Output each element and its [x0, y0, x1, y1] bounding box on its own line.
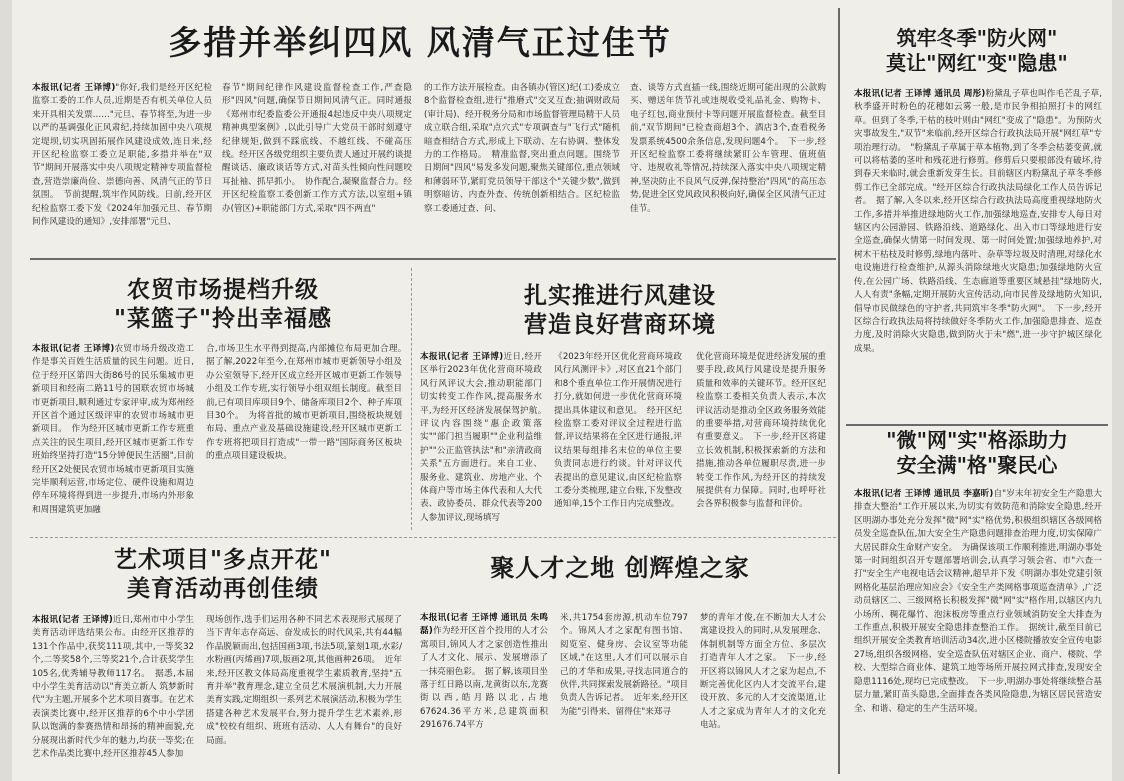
a7-title-2: 安全满"格"聚民心 [896, 453, 1058, 477]
a6-title-2: 莫让"网红"变"隐患" [886, 51, 1068, 75]
a2-col-1 [32, 343, 194, 533]
a3-col-3 [696, 351, 826, 533]
a7-byline: 本报讯(记者 王译博 通讯员 李嘉昕) [854, 489, 994, 499]
a1-col-4 [630, 82, 826, 246]
a2-title-1: 农贸市场提档升级 [127, 277, 319, 303]
a4-title-2: 美育活动再创佳绩 [127, 576, 319, 602]
a5-title: 聚人才之地 创辉煌之家 [490, 554, 750, 582]
a2-col-2 [206, 343, 411, 533]
a5-col-2 [560, 612, 688, 776]
a4-col-2 [206, 614, 402, 776]
page-edge-right [1112, 0, 1124, 781]
a5-text-3: 梦的青年才俊,在不断加大人才公寓建设投入的同时,从发展理念、体制机制等方面全方位、多层次打造青年人才之家。 下一步,经开区将以锦风人才之家为起点,不断完善优化区内人才交流平台,建设开放、多元的人才交流渠道,让人才之家成为青年人才的文化充电站。 [700, 613, 826, 731]
a3-text-2: 《2023年经开区优化营商环境政风行风测评卡》,对区直21个部门和8个垂直单位工作开展情况进行打分,就如何进一步优化营商环境提出具体建议和意见。 经开区纪检监察工委对评议全过程进行监督,评议结果将在全区进行通报,评议结果每组排名末位的单位主要负责同志进行约谈。针对评议代表提出的意见建议,由区纪检监察工委分类梳理,建立台账,下发整改通知单,15个工作日内完成整改。 [554, 352, 682, 510]
a1-text-3: 的工作方法开展检查。由各镇办(管区)纪(工)委成立8个监督检查组,进行"推磨式"交叉互查;抽调财政局(审计局)、经开税务分局和市场监督管理局精干人员成立联合组,采取"点穴式"专项调查与"飞行式"随机暗查相结合方式,形成上下联动、左右协调、整体发力的工作格局。 精准监督,突出重点问题。围绕节日期间"四风"易发多发问题,聚焦关键部位,重点领域和薄弱环节,紧盯党员领导干部这个"关键少数",做到明察暗访、内查外查、传统创新相结合。区纪检监察工委通过查、问、 [424, 83, 620, 214]
page-edge-left [0, 0, 12, 781]
a3-col-2 [554, 351, 682, 533]
a3-title-1: 扎实推进行风建设 [524, 283, 716, 309]
a5-byline: 本报讯(记者 王译博 通讯员 朱鸣磊) [420, 613, 548, 637]
divider-v-right [838, 8, 840, 774]
a1-byline: 本报讯(记者 王译博) [32, 83, 116, 93]
a4-byline: 本报讯(记者 王译博) [32, 615, 113, 625]
a4-col-1 [32, 614, 194, 776]
a4-text-2: 现场创作,选手们运用各种不同艺术表现形式展现了当下青年志存高远、奋发成长的时代风采,共有44幅作品脱颖而出,包括国画3项,书法5项,篆刻1项,水彩/水粉画(丙烯画)7项,版画2项,其他画种26项。 近年来,经开区教文体局高度重视学生素质教育,坚持"五育并举"教育理念,建立全员艺术展演机制,大力开展美育实践,定期组织一系列艺术展演活动,积极为学生搭建各种艺术发展平台,努力提升学生艺术素养,形成"校校有组织、班班有活动、人人有舞台"的良好局面。 [206, 615, 402, 746]
a2-text-1: 农贸市场升级改造工作是事关百姓生活质量的民生问题。近日,位于经开区第四大街86号的民乐集城市更新项目和经南二路11号的国联农贸市场城市更新项目,顺利通过专家评审,成为郑州经开区首个通过区级评审的农贸市场城市更新项目。 作为经开区城市更新工作专班重点关注的民生项目,经开区城市更新工作专班始终坚持打造"15分钟便民生活圈",目前经开区2处便民农贸市场城市更新项目实施完毕顺利运营,市场定位、硬件设施和周边停车环境将得到进一步提升,市场内外形象和周围建筑更加融 [32, 344, 194, 515]
a7-col [854, 488, 1102, 776]
a1-text-2: 春节"期间纪律作风建设监督检查工作,严查隐形"四风"问题,确保节日期间风清气正。同时通报《郑州市纪委监委公开通报4起违反中央八项规定精神典型案例》,以此引导广大党员干部时刻遵守纪律规矩,做到不踩底线、不越红线、不碰高压线。经开区各级党组织主要负责人通过开展约谈提醒谈话、廉政谈话等方式,对苗头性倾向性问题咬耳扯袖、抓早抓小。 协作配合,凝聚监督合力。经开区纪检监察工委创新工作方式方法,以室组+镇办(管区)+职能部门方式,采取"四不两直" [222, 83, 412, 214]
a2-title-2: "菜篮子"拎出幸福感 [114, 306, 332, 332]
a5-col-1 [420, 612, 548, 776]
a2-byline: 本报讯(记者 王译博) [32, 344, 115, 354]
divider-v-middle [411, 268, 412, 530]
a1-col-1 [32, 82, 212, 246]
a7-text: 自"岁末年初安全生产隐患大排查大整治"工作开展以来,为切实有效防范和消除安全隐患,经开区明湖办事处充分发挥"微"网"实"格优势,积极组织辖区各级网格员发全巡查队伍,加大安全生产隐患问题排查治理力度,切实保障广大居民群众生命财产安全。 为确保该项工作顺利推进,明湖办事处第一时间组织召开专题部署培训会,认真学习领会省、市"六查一打"安全生产电视电话会议精神,超早并下发《明湖办事处党建引领网格化基层治理应知应会》《安全生产类网格事项巡查清单》,广泛动员辖区二、三级网格长积极发挥"微"网"实"格作用,以辖区内九小场所、稠花爆竹、泡沫板房等重点行业领域消防安全大排查为工作重点,积极开展安全隐患排查整治工作。 据统计,截至目前已组织开展安全类教育培训活动34次,进小区楼院播放安全宣传电影27场,组织各级网格、安全巡查队伍对辖区企业、商户、楼院、学校、大型综合商业体、建筑工地等场所开展拉网式排查,发现安全隐患1116处,现均已完成整改。 下一步,明湖办事处将继续整合基层力量,紧盯苗头隐患,全面排查各类风险隐患,为辖区居民营造安全、和谐、稳定的生产生活环境。 [854, 489, 1102, 714]
a5-text-1: 作为经开区首个投用的人才公寓项目,锦风人才之家创造性推出了人才文化、展示、发展增添了一抹亮丽色彩。 据了解,该项目坐落于红日路以南,龙黄街以东,龙赛街以西,皓月路以北,占地67624.36平方米,总建筑面积291676.74平方 [420, 626, 548, 731]
a1-text-4: 查、谈等方式直插一线,围绕近期可能出现的公款购买、赠送年货节礼或违规收受礼品礼金、购物卡、电子红包,商业预付卡等问题开展监督检查。截至目前,"双节期间"已检查商超3个、酒店3个,查看税务发票系统4500余条信息,发现问题4个。 下一步,经开区纪检监察工委将继续紧盯公车管理、值班值守、违规收礼等情况,持续深入落实中央八项规定精神,坚决防止不良风气反弹,保持整治"四风"的高压态势,促进全区党风政风积极向好,确保全区风清气正过佳节。 [630, 83, 826, 214]
a3-text-1: 近日,经开区举行2023年优化营商环境政风行风评议大会,推动职能部门切实转变工作作风,提高服务水平,为经开区经济发展保驾护航。 评议内容围绕"惠企政策落实""部门担当履职""企业利益维护""公正监管执法"和"亲清政商关系"五方面进行。来自工业、服务业、建筑业、房地产业、个体商户等市场主体代表和人大代表、政协委员、群众代表等200人参加评议,现场填写 [420, 352, 551, 523]
a1-text-1: "你好,我们是经开区纪检监察工委的工作人员,近期是否有机关单位人员来开具相关发票……"元旦、春节将至,为进一步以严的基调强化正风肃纪,持续加固中央八项规定堤坝,切实巩固拓展作风建设成效,连日来,经开区纪检监察工委立足职能,多措并举在"双节"期间开展落实中央八项规定精神专项监督检查,营造崇廉尚俭、崇德向善、风清气正的节日氛围。 节前提醒,筑牢作风防线。日前,经开区纪检监察工委下发《2024年加强元旦、春节期间作风建设的通知》,安排部署"元旦、 [32, 83, 212, 228]
a3-text-3: 优化营商环境是促进经济发展的重要手段,政风行风建设是提升服务质量和效率的关键环节。经开区纪检监察工委相关负责人表示,本次评议活动是推动全区政务服务效能的重要举措,对营商环境持续优化有重要意义。 下一步,经开区将建立长效机制,积极探索新的方法和措施,推动各单位履职尽责,进一步转变工作作风,为经开区的持续发展提供有力保障。同时,也呼吁社会各界积极参与监督和评价。 [696, 352, 826, 510]
a3-byline: 本报讯(记者 王译博) [420, 352, 504, 362]
a6-byline: 本报讯(记者 王译博 通讯员 周彤) [854, 89, 986, 99]
a3-title-2: 营造良好营商环境 [524, 312, 716, 338]
divider-top-left [30, 258, 836, 260]
divider-h-right [846, 424, 1108, 426]
a1-col-3 [424, 82, 620, 246]
a4-text-1: 近日,郑州市中小学生美育活动评选结果公布。由经开区推荐的131个作品中,获奖111项,其中,一等奖32个,二等奖58个,三等奖21个,合计获奖学生105名,优秀辅导教师117名。 据悉,本届中小学生美育活动以"育美立新人 筑梦新时代"为主题,开展多个艺术项目赛事。在艺术表演类比赛中,经开区推荐的6个中小学团队以饱满的参赛热情和昂扬的精神面貌,充分展现出新时代少年的魅力,均获一等奖;在艺术作品类比赛中,经开区推荐45人参加 [32, 615, 194, 760]
a3-col-1 [420, 351, 551, 533]
a6-text: 粉黛乱子草也叫作毛芒乱子草,秋季盛开时粉色的花穗如云雾一般,是市民争相拍照打卡的网红草。但到了冬季,干枯的枝叶则由"网红"变成了"隐患"。为预防火灾事故发生,"双节"来临前,经开区综合行政执法局开展"网红草"专项治理行动。 "粉黛乱子草属于草本植物,到了冬季会枯萎变黄,就可以将枯萎的茎叶和残花进行修剪。修剪后只要根部没有破坏,待到春天来临时,就会重新发芽生长。目前辖区内粉黛乱子草冬季修剪工作已全部完成。"经开区综合行政执法局绿化工作人员告诉记者。 据了解,入冬以来,经开区综合行政执法局高度重视绿地防火工作,多措并举推进绿地防火工作,加强绿地巡查,安排专人每日对辖区内公园游园、铁路沿线、道路绿化、出入市口等绿地进行安全巡查,确保火情第一时间发现、第一时间处置;加强绿地养护,对树木干枯枝及时修剪,绿地内落叶、杂草等垃圾及时清理,对绿化水电设施进行检查维护,从源头消除绿地火灾隐患;加强绿地防火宣传,在公园广场、铁路沿线、生态廊道等重要区域悬挂"绿地防火,人人有责"条幅,定期开展防火宣传活动,向市民普及绿地防火知识,倡导市民做绿色的守护者,共同筑牢冬季"防火网"。 下一步,经开区综合行政执法局将持续做好冬季防火工作,加强隐患排查、巡查力度,及时消除火灾隐患,做到防火于未"燃",进一步守护城区绿化成果。 [854, 89, 1102, 354]
a5-col-3 [700, 612, 826, 776]
a7-title-1: "微"网"实"格添助力 [886, 428, 1068, 452]
a1-col-2 [222, 82, 412, 246]
a5-text-2: 米,共1754套房源,机动车位797个。锦风人才之家配有图书馆、阅览室、健身房、会议室等功能区域,"在这里,人才们可以展示自己的才华和成果,寻找志同道合的伙伴,共同探索发展新路径。"项目负责人告诉记者。 近年来,经开区为能"引得来、留得住"来郑寻 [560, 613, 688, 717]
a1-title: 多措并举纠四风 风清气正过佳节 [168, 23, 672, 62]
a4-title-1: 艺术项目"多点开花" [114, 547, 332, 573]
a2-text-2: 合,市场卫生水平得到提高,内部摊位布局更加合理。 据了解,2022年至今,在郑州市城市更新领导小组及办公室领导下,经开区成立经开区城市更新工作领导小组及工作专班,实行领导小组双组长制度。截至目前,已有项目库项目9个、储备库项目2个、种子库项目30个。 为将首批的城市更新项目,围绕板块规划布局、重点产业及基础设施建设,经开区城市更新工作专班将把项目打造成"一带一路"国际商务区板块的重点项目建设板块。 [206, 344, 411, 462]
a6-title-1: 筑牢冬季"防火网" [896, 26, 1058, 50]
a6-col [854, 88, 1102, 416]
divider-h-middle [30, 537, 836, 538]
